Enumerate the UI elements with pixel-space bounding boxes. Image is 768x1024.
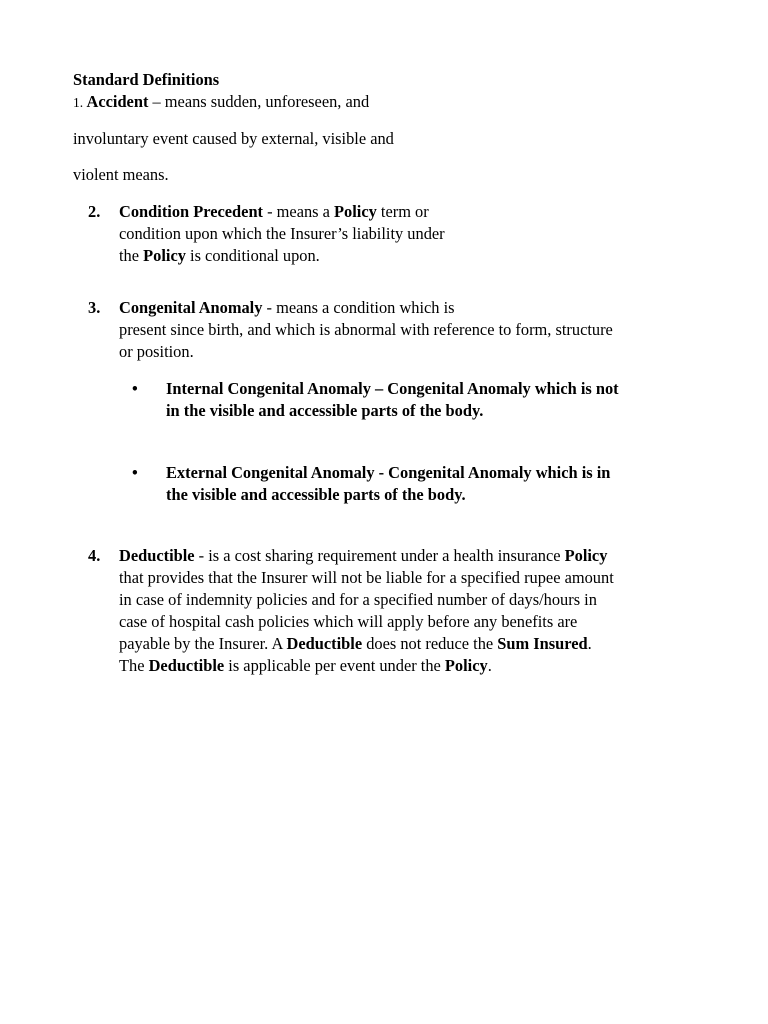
definition-4-line-6: The Deductible is applicable per event under the Policy. bbox=[119, 656, 492, 675]
definition-2-number: 2. bbox=[88, 202, 101, 221]
definition-1-line-1: 1. Accident – means sudden, unforeseen, and bbox=[73, 92, 370, 111]
definition-4-line-1: Deductible - is a cost sharing requirement under a health insurance Policy bbox=[119, 546, 608, 565]
definition-2-term: Condition Precedent bbox=[119, 202, 264, 221]
sub-definition-external-line-1: External Congenital Anomaly - Congenital Anomaly which is in bbox=[166, 463, 611, 482]
sub-definition-external-line-2: the visible and accessible parts of the body. bbox=[166, 485, 466, 504]
definition-3-line-3: or position. bbox=[119, 342, 194, 361]
definition-1-line-3: violent means. bbox=[73, 165, 169, 184]
bullet-icon: • bbox=[132, 379, 138, 398]
sub-definition-internal-line-1: Internal Congenital Anomaly – Congenital Anomaly which is not bbox=[166, 379, 619, 398]
definition-1-number: 1. bbox=[73, 95, 87, 110]
page-title: Standard Definitions bbox=[73, 70, 220, 89]
definition-3-line-2: present since birth, and which is abnormal with reference to form, structure bbox=[119, 320, 613, 339]
definition-4-term: Deductible bbox=[119, 546, 195, 565]
definition-4-line-3: in case of indemnity policies and for a specified number of days/hours in bbox=[119, 590, 597, 609]
definition-2-line-2: condition upon which the Insurer’s liability under bbox=[119, 224, 445, 243]
definition-4-line-5: payable by the Insurer. A Deductible does not reduce the Sum Insured. bbox=[119, 634, 592, 653]
definition-4-line-2: that provides that the Insurer will not be liable for a specified rupee amount bbox=[119, 568, 614, 587]
bullet-icon: • bbox=[132, 463, 138, 482]
definition-4-number: 4. bbox=[88, 546, 101, 565]
definition-2-line-3: the Policy is conditional upon. bbox=[119, 246, 320, 265]
definition-2-line-1: Condition Precedent - means a Policy term or bbox=[119, 202, 429, 221]
definition-3-line-1: Congenital Anomaly - means a condition which is bbox=[119, 298, 455, 317]
definition-1-line-2: involuntary event caused by external, visible and bbox=[73, 129, 394, 148]
definition-4-line-4: case of hospital cash policies which will apply before any benefits are bbox=[119, 612, 578, 631]
sub-definition-internal-line-2: in the visible and accessible parts of the body. bbox=[166, 401, 484, 420]
definition-3-term: Congenital Anomaly bbox=[119, 298, 263, 317]
definition-1-term: Accident bbox=[86, 92, 149, 111]
definition-3-number: 3. bbox=[88, 298, 101, 317]
